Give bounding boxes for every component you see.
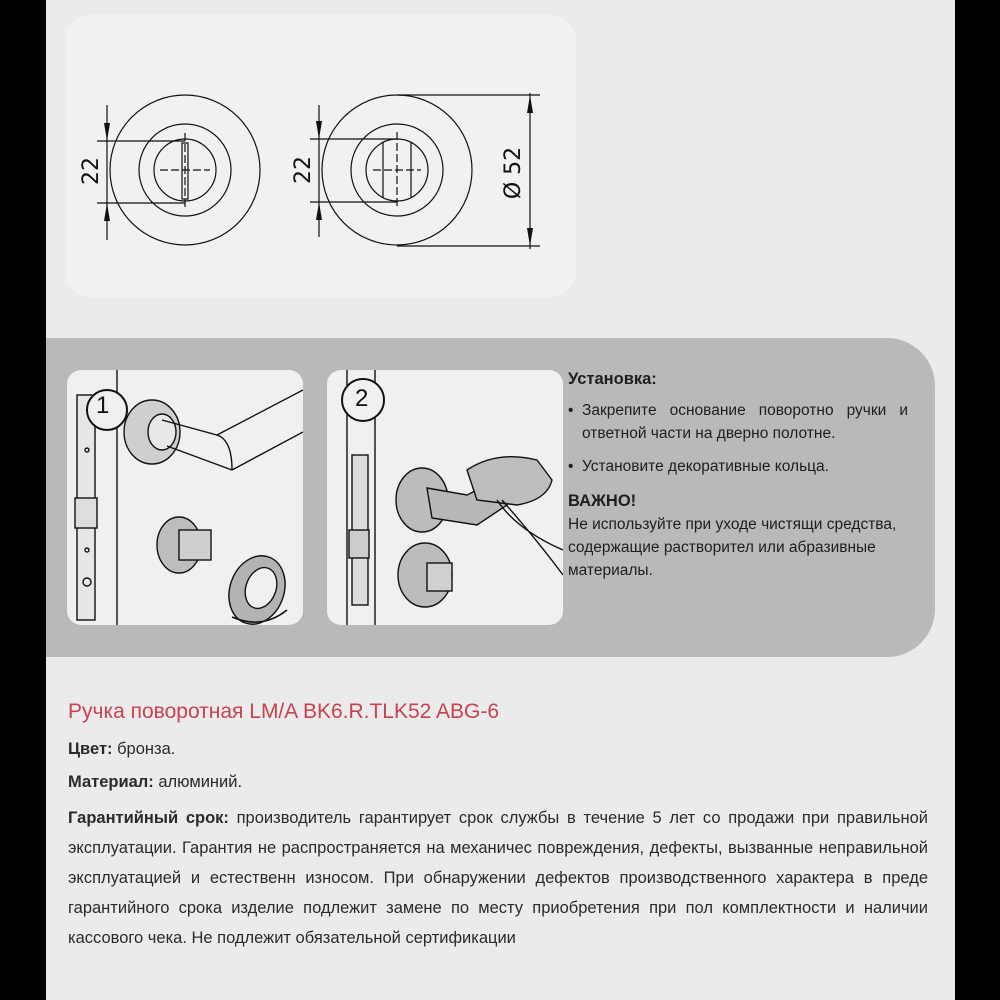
warning-text: Не используйте при уходе чистящи средства, содержащие растворител или абразивные материалы. [568,516,897,579]
installation-section [46,338,935,657]
spec-warranty-text: производитель гарантирует срок службы в течение 5 лет со продажи при правильной эксплуатации. Гарантия не распространяется на механичес повреждения, дефекты, вызванные неправильной эксплуатацией и естественн износом. При обнаружении дефектов производственного характера в преде гарантийного срока изделие подлежит замене по месту приобретения при пол комплектности и наличии кассового чека. Не подлежит обязательной сертификации [68,809,928,947]
installation-heading: Установка: [568,370,657,388]
left-dimension-label: 22 [79,157,104,185]
spec-color-label: Цвет: [68,740,113,758]
spec-warranty [68,803,928,953]
spec-color-value: бронза. [117,740,176,758]
dimension-diagram-icon [65,15,576,297]
spec-material [68,770,928,794]
spec-material-value: алюминий. [158,773,243,791]
spec-color [68,737,928,761]
spec-material-label: Материал: [68,773,154,791]
dimension-drawing [65,15,576,297]
installation-step-item: • Установите декоративные кольца. [568,455,908,478]
step-1-number: 1 [96,392,110,419]
product-title: Ручка поворотная LM/A BK6.R.TLK52 ABG-6 [68,700,500,723]
step-2-number: 2 [355,385,369,412]
installation-instructions [568,368,908,582]
installation-steps-list [568,399,908,478]
warning-heading: ВАЖНО! [568,492,637,510]
installation-step-item: • Закрепите основание поворотно ручки и ответной части на дверно полотне. [568,399,908,445]
product-leaflet [46,0,955,1000]
product-info [68,697,928,953]
step-2-illustration [327,370,563,625]
step-1-illustration [67,370,303,625]
spec-warranty-label: Гарантийный срок: [68,809,229,827]
right-dimension-label: 22 [291,156,316,184]
diameter-label: Ø 52 [501,146,526,200]
